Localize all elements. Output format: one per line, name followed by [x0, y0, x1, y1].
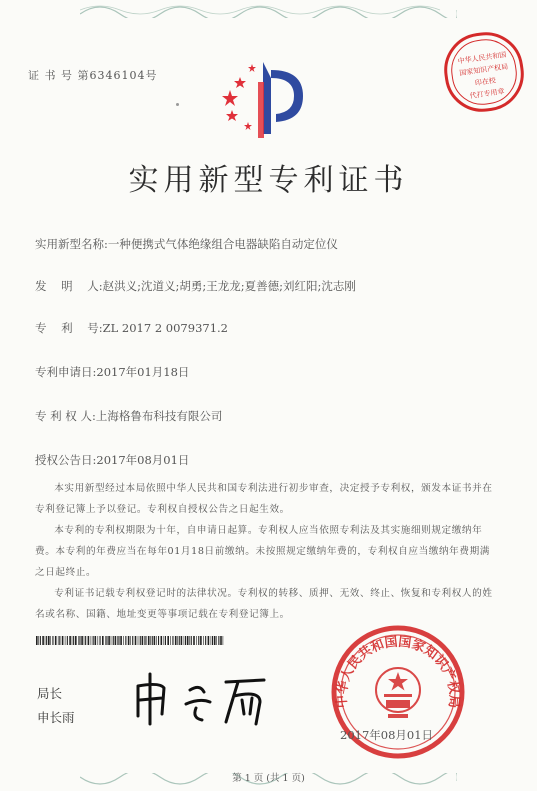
- barcode-bar: [62, 636, 64, 645]
- field-value: 2017年01月18日: [96, 365, 190, 379]
- barcode-bar: [130, 636, 131, 645]
- barcode-bar: [175, 636, 177, 645]
- field-value: 一种便携式气体绝缘组合电器缺陷自动定位仪: [107, 237, 338, 251]
- barcode-bar: [125, 636, 126, 645]
- page-footer: 第 1 页 (共 1 页): [232, 773, 305, 784]
- field-grant-date: [35, 452, 189, 468]
- field-value: 赵洪义;沈道义;胡勇;王龙龙;夏善德;刘红阳;沈志刚: [102, 279, 356, 293]
- field-value: 2017年08月01日: [96, 453, 190, 467]
- barcode-bar: [158, 636, 159, 645]
- barcode-bar: [216, 636, 217, 645]
- barcode-bar: [156, 636, 157, 645]
- barcode-bar: [154, 636, 156, 645]
- barcode-bar: [214, 636, 216, 645]
- field-utility-name: [35, 236, 338, 252]
- barcode-bar: [95, 636, 97, 645]
- barcode-bar: [50, 636, 51, 645]
- barcode-bar: [135, 636, 137, 645]
- barcode-bar: [42, 636, 44, 645]
- cnipa-logo-icon: [218, 52, 318, 142]
- barcode-bar: [123, 636, 124, 645]
- svg-text:国家知识产权局: 国家知识产权局: [458, 62, 509, 78]
- barcode-bar: [189, 636, 190, 645]
- barcode-bar: [118, 636, 119, 645]
- barcode-bar: [218, 636, 219, 645]
- barcode-bar: [79, 636, 80, 645]
- barcode-bar: [72, 636, 73, 645]
- barcode-bar: [113, 636, 114, 645]
- barcode-bar: [152, 636, 153, 645]
- svg-text:中华人民共和国: 中华人民共和国: [457, 50, 507, 66]
- svg-text:代打专用章: 代打专用章: [469, 87, 505, 101]
- barcode-bar: [45, 636, 46, 645]
- barcode-bar: [84, 636, 85, 645]
- barcode-bar: [65, 636, 66, 645]
- barcode-bar: [170, 636, 171, 645]
- barcode-bar: [148, 636, 150, 645]
- svg-text:印在校: 印在校: [474, 76, 497, 88]
- barcode-bar: [108, 636, 110, 645]
- barcode-bar: [172, 636, 173, 645]
- barcode-bar: [220, 636, 222, 645]
- field-label: 专 利 权 人:: [35, 409, 96, 423]
- barcode-bar: [128, 636, 130, 645]
- field-patent-number: [35, 320, 228, 336]
- barcode-bar: [167, 636, 169, 645]
- barcode-bar: [117, 636, 118, 645]
- barcode-bar: [181, 636, 183, 645]
- field-value: ZL 2017 2 0079371.2: [102, 321, 228, 335]
- barcode-bar: [105, 636, 106, 645]
- barcode-bar: [59, 636, 60, 645]
- barcode-bar: [145, 636, 146, 645]
- field-label: 实用新型名称:: [35, 237, 108, 251]
- barcode-bar: [38, 636, 39, 645]
- barcode-bar: [132, 636, 133, 645]
- barcode-bar: [196, 636, 197, 645]
- barcode-bar: [100, 636, 101, 645]
- barcode-bar: [185, 636, 186, 645]
- barcode-bar: [120, 636, 122, 645]
- barcode-bar: [161, 636, 163, 645]
- field-value: 上海格鲁布科技有限公司: [95, 409, 223, 423]
- barcode-bar: [91, 636, 92, 645]
- barcode-bar: [165, 636, 166, 645]
- signatory-name: 申长雨: [37, 710, 75, 725]
- barcode-bar: [81, 636, 83, 645]
- barcode-bar: [52, 636, 53, 645]
- barcode-bar: [78, 636, 79, 645]
- certificate-number: 证 书 号 第6346104号: [28, 69, 158, 82]
- decorative-border-top: [80, 0, 457, 18]
- handwritten-signature: [130, 668, 270, 728]
- barcode-bar: [164, 636, 165, 645]
- barcode-bar: [198, 636, 199, 645]
- field-patentee: [35, 408, 222, 424]
- barcode-bar: [205, 636, 206, 645]
- field-label: 专利申请日:: [35, 365, 97, 379]
- barcode-bar: [67, 636, 68, 645]
- barcode-bar: [111, 636, 112, 645]
- barcode-bar: [75, 636, 77, 645]
- barcode-bar: [93, 636, 94, 645]
- paragraph-legal-status: 专利证书记载专利权登记时的法律状况。专利权的转移、质押、无效、终止、恢复和专利权人的姓名或名称、国籍、地址变更等事项记载在专利登记簿上。: [35, 588, 493, 620]
- barcode-bar: [115, 636, 117, 645]
- barcode-bar: [58, 636, 59, 645]
- barcode-bar: [106, 636, 107, 645]
- barcode-bar: [200, 636, 202, 645]
- barcode-bar: [212, 636, 213, 645]
- official-seal-top: [436, 24, 532, 120]
- signatory-title: 局长: [37, 686, 63, 701]
- field-label: 专 利 号:: [35, 321, 103, 335]
- barcode-bar: [177, 636, 178, 645]
- barcode-bar: [208, 636, 210, 645]
- barcode-bar: [193, 636, 195, 645]
- barcode-bar: [144, 636, 145, 645]
- barcode-bar: [48, 636, 50, 645]
- barcode-bar: [142, 636, 144, 645]
- barcode-bar: [191, 636, 192, 645]
- barcode-bar: [150, 636, 151, 645]
- barcode-bar: [211, 636, 212, 645]
- field-label: 发 明 人:: [35, 279, 103, 293]
- barcode-bar: [102, 636, 104, 645]
- barcode-bar: [203, 636, 204, 645]
- barcode-bar: [184, 636, 185, 645]
- barcode-bar: [36, 636, 38, 645]
- barcode-bar: [88, 636, 90, 645]
- seal-arc-text: 中华人民共和国国家知识产权局: [334, 634, 462, 709]
- seal-date: 2017年08月01日: [340, 728, 434, 742]
- barcode-bar: [55, 636, 57, 645]
- barcode-bar: [179, 636, 180, 645]
- paragraph-term: 本专利的专利权期限为十年，自申请日起算。专利权人应当依照专利法及其实施细则规定缴纳年费。本专利的年费应当在每年01月18日前缴纳。未按照规定缴纳年费的，专利权自应当缴纳年费期满之日起终止。: [35, 525, 490, 578]
- barcode-bar: [187, 636, 189, 645]
- certificate-body: [35, 478, 497, 625]
- barcode-bar: [85, 636, 86, 645]
- certificate-title: 实用新型专利证书: [128, 163, 409, 198]
- barcode-bar: [73, 636, 74, 645]
- barcode-bar: [98, 636, 99, 645]
- barcode: [36, 636, 224, 645]
- field-filing-date: [35, 364, 189, 380]
- barcode-bar: [46, 636, 47, 645]
- barcode-bar: [69, 636, 71, 645]
- paragraph-grant: 本实用新型经过本局依照中华人民共和国专利法进行初步审查，决定授予专利权，颁发本证书并在专利登记簿上予以登记。专利权自授权公告之日起生效。: [35, 483, 493, 515]
- barcode-bar: [40, 636, 41, 645]
- field-label: 授权公告日:: [35, 453, 97, 467]
- barcode-bar: [140, 636, 141, 645]
- barcode-bar: [223, 636, 224, 645]
- field-inventors: [35, 278, 356, 294]
- dot-mark: [176, 103, 179, 106]
- barcode-bar: [138, 636, 139, 645]
